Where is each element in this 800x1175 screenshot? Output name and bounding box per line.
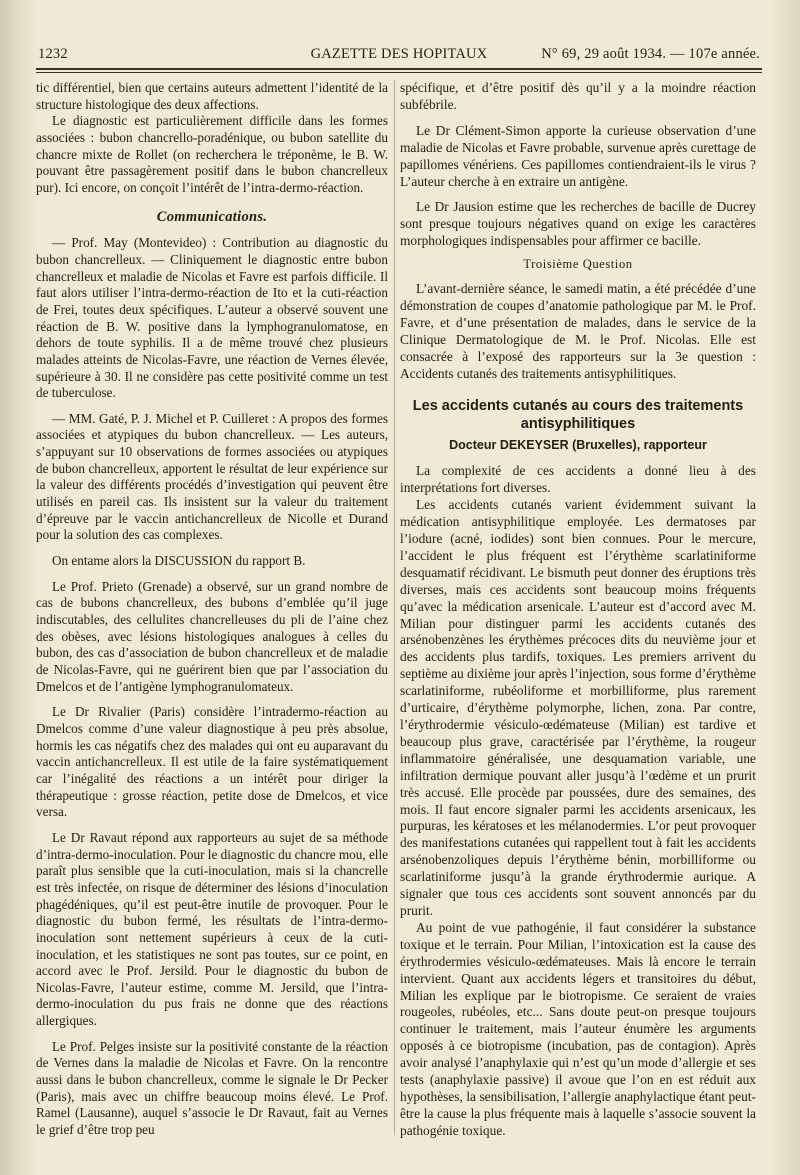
left-paragraph: tic différentiel, bien que certains auteurs admettent l’identité de la structure histologique des deux affections. [36, 80, 388, 112]
report-title: Les accidents cutanés au cours des traitements antisyphilitiques [412, 397, 744, 432]
right-paragraph: Les accidents cutanés varient évidemment suivant la médication antisyphilitique employée. Les dermatoses par l’iodure (acné, iodides) sont bien connues. Pour le mercure, l’accident le plus fréquent est l’érythème scarlatiniforme desquamatif récidivant. Le bismuth peut donner des éruptions très diverses, mais ces accidents sont beaucoup moins fréquents qu’avec la médication arsenicale. L’auteur est d’accord avec M. Milian pour distinguer parmi les accidents cutanés des arsénobenzènes les érythèmes précoces dits du neuvième jour et des accidents plus tardifs, toxiques. Les premiers arrivent du septième au dixième jour après l’injection, sous forme d’érythème scarlatiniforme, rubéoliforme et morbilliforme, plus rarement d’urticaire, d’érythème polymorphe, lichen, zona. Par contre, l’érythrodermie vésiculo-œdémateuse (Milian) est tardive et beaucoup plus grave, caractérisée par l’érythème, la rougeur inflammatoire généralisée, une desquamation variable, une infiltration dermique pouvant aller jusqu’à l’œdème et un prurit très accusé. Elle procède par poussées, dure des semaines, des mois. Il faut encore signaler parmi les accidents arsenicaux, les purpuras, les kératoses et les mélanodermies. L’or peut provoquer des manifestations cutanées qui rappellent tout à fait les accidents arsénobenzoliques depuis l’érythème bénin, morbilliforme ou scarlatiniforme jusqu’à la grande érythrodermie aurique. A signaler que tous ces accidents sont souvent annoncés par du prurit. [400, 497, 756, 918]
left-paragraph: Le Dr Ravaut répond aux rapporteurs au sujet de sa méthode d’intra-dermo-inoculation. Pour le diagnostic du chancre mou, elle paraît plus sensible que la cuti-inoculation, mais si la chancrelle est très infectée, on risque de déterminer des lésions d’inoculation phagédéniques, qu’il est peut-être inutile de provoquer. Pour le diagnostic du bubon fermé, les résultats de l’intra-dermo-inoculation sont nettement supérieurs à ceux de la cuti-inoculation, et les statistiques ne sont pas toutes, sur ce point, en accord avec le Prof. Jersild. Pour le diagnostic du bubon de Nicolas-Favre, l’auteur estime, comme M. Jersild, que l’intra-dermo-inoculation du pus frais ne donne que des réactions allergiques. [36, 829, 388, 1029]
right-column [400, 80, 756, 1140]
left-paragraph: Le diagnostic est particulièrement difficile dans les formes associées : bubon chancrello-poradénique, ou bubon satellite du chancre mixte de Rollet (on recherchera le tréponème, le B. W. pouvant être passagèrement positif dans le bubon chancrelleux pur). Ici encore, on conçoit l’intérêt de l’intra-dermo-réaction. [36, 113, 388, 195]
page-header [38, 40, 760, 70]
left-paragraph: On entame alors la DISCUSSION du rapport B. [52, 553, 306, 569]
column-divider [394, 80, 395, 1135]
section-heading: Communications. [156, 208, 268, 225]
journal-title: GAZETTE DES HOPITAUX [310, 46, 488, 62]
right-paragraph: spécifique, et d’être positif dès qu’il y a la moindre réaction subfébrile. [400, 80, 756, 112]
left-paragraph: Le Prof. Pelges insiste sur la positivité constante de la réaction de Vernes dans la maladie de Nicolas et Favre. On la rencontre aussi dans le bubon chancrelleux, comme le signale le Dr Pecker (Paris), mais avec un chiffre beaucoup moins élevé. Le Prof. Ramel (Lausanne), auquel s’associe le Dr Ravaut, fait au Vernes le grief d’être trop peu [36, 1038, 388, 1138]
issue-info: N° 69, 29 août 1934. — 107e année. [541, 46, 760, 62]
left-paragraph: Le Dr Rivalier (Paris) considère l’intradermo-réaction au Dmelcos comme d’une valeur diagnostique à peu près absolue, hormis les cas négatifs chez des malades qui ont eu auparavant du vaccin antichancrelleux. Il est utile de la faire systématiquement car l’inégalité des réactions a un intérêt pour diriger la thérapeutique : grosse réaction, petite dose de Dmelcos, et vice versa. [36, 704, 388, 820]
report-byline: Docteur DEKEYSER (Bruxelles), rapporteur [449, 437, 707, 452]
question-heading: Troisième Question [523, 257, 633, 272]
left-column [36, 80, 388, 1139]
header-rule [36, 68, 762, 70]
right-paragraph: Le Dr Jausion estime que les recherches de bacille de Ducrey sont presque toujours négatives quand on exige les caractères morphologiques indispensables pour affirmer ce bacille. [400, 199, 756, 249]
left-paragraph: — MM. Gaté, P. J. Michel et P. Cuilleret : A propos des formes associées et atypiques du bubon chancrelleux. — Les auteurs, s’appuyant sur 10 observations de formes associées ou atypiques de bubon chancrelleux, apportent le résultat de leur expérience sur la valeur des différents procédés d’investigation qui peuvent être utilisés en pareil cas. Ils insistent sur la valeur du traitement d’épreuve par le vaccin antichancrelleux de Nicolle et Durand pour la solution des cas complexes. [36, 410, 388, 543]
left-paragraph: — Prof. May (Montevideo) : Contribution au diagnostic du bubon chancrelleux. — Cliniquement le diagnostic entre bubon chancrelleux et maladie de Nicolas et Favre est parfois difficile. Il faut alors utiliser l’intra-dermo-réaction de Ito et la cuti-réaction de Frei, toutes deux spécifiques. L’auteur a observé souvent une réaction de B. W. positive dans la lymphogranulomatose, en dehors de toute syphilis. Il a de même trouvé chez plusieurs malades atteints de Nicolas-Favre, une réaction de Vernes élevée, supérieure à 30. Il ne considère pas cette positivité comme un test de tuberculose. [36, 235, 388, 401]
page-number: 1232 [38, 46, 68, 62]
left-paragraph: Le Prof. Prieto (Grenade) a observé, sur un grand nombre de cas de bubons chancrelleux, des bubons d’emblée qu’il juge indiscutables, des cellulites chancrelleuses du pli de l’aine chez des obèses, avec lésions histologiques analogues à celles du bubon, des cas d’association de bubon chancrelleux et de maladie de Nicolas-Favre, qui ne guérirent bien que par l’association du Dmelcos et de l’antigène lymphogranulomateux. [36, 578, 388, 694]
right-paragraph: Le Dr Clément-Simon apporte la curieuse observation d’une maladie de Nicolas et Favre probable, survenue après curettage de papillomes vénériens. Ces papillomes contiendraient-ils le virus ? L’auteur cherche à en extraire un antigène. [400, 122, 756, 189]
right-paragraph: La complexité de ces accidents a donné lieu à des interprétations fort diverses. [400, 463, 756, 496]
header-rule-thin [36, 72, 762, 73]
right-paragraph: Au point de vue pathogénie, il faut considérer la substance toxique et le terrain. Pour Milian, l’intoxication est la cause des érythrodermies vésiculo-œdémateuses. Mais là encore le terrain intervient. Quant aux accidents légers et transitoires du début, Milian les explique par le biotropisme. Ce seraient de vraies rougeoles, rubéoles, etc... Sans doute peut-on presque toujours continuer le traitement, mais l’auteur énumère les arguments opposés à ce biotropisme (incubation, pas de contagion). Après avoir analysé l’anaphylaxie qui n’est qu’un mode d’allergie et ses tests (anaphylaxie passive) il avoue que l’on en est réduit aux hypothèses, la sensibilisation, l’allergie anaphylactique étant peut-être la cause la plus fréquente mais à laquelle s’associe souvent la pathogénie toxique. [400, 919, 756, 1138]
right-paragraph: L’avant-dernière séance, le samedi matin, a été précédée d’une démonstration de coupes d’anatomie pathologique par M. le Prof. Favre, et d’une présentation de malades, dans le service de la Clinique Dermatologique de M. le Prof. Nicolas. Elle est consacrée à l’exposé des rapporteurs sur la 3e question : Accidents cutanés des traitements antisyphilitiques. [400, 281, 756, 381]
